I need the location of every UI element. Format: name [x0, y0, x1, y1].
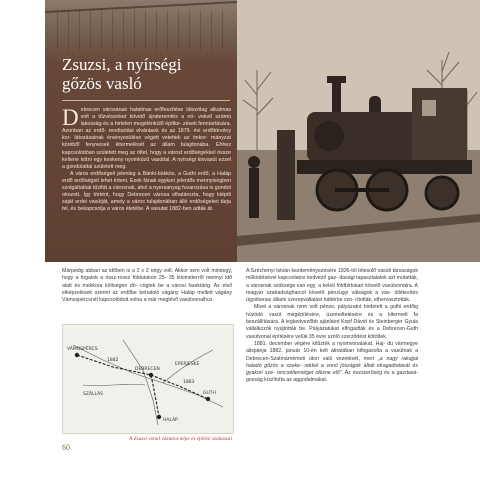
map-caption: A Zsuzsi vonal vázlatos képe és építési szakaszai: [129, 436, 232, 442]
right-paragraph-1: A Széchenyi István kezdeményezésére 1836-tól létesülő vasúti társaságok működésével kapcsolatos kedvező gaz- dasági tapasztalatok azt mutatták, a városnak szüksége van egy, a keleti földbirtokart követő vasútvonalra. A magyar szabadságharcot követő pénzügyi válságok a vas- útlétesítés ügyébenaz állami szerepvállalást háttérbe szo- rították, elhervasztották.: [246, 268, 418, 304]
station-guth: [206, 397, 210, 401]
station-vamospercs: [75, 353, 79, 357]
cab: [412, 88, 467, 168]
station-pillars: [57, 10, 229, 50]
buffer-post: [277, 130, 295, 220]
map-label-eperjeske: EPERJESKE: [175, 362, 200, 367]
people: [248, 156, 260, 218]
left-paragraph: Márpedig abban az időben is a 2 x 2 négy volt. Akkor sem volt mindegy, hogy a fogatok a rissz-rossz földutakon 25- 35 kilométerről mennyi idő alatt és mekkora költségen dö- cögtek be a városi faraktárig. Az első elképzelések szerint az erdőbe behatoló vágány Haláp mellett vágány Vámospércsnél kapcsolódott volna a már meglévő vasútvonalhoz.: [62, 268, 232, 304]
map-label-1882: 1882: [107, 358, 119, 363]
intro-paragraph-1: ebrecen városának hatalmas erőfeszítése látszólag alkalmas volt a tűzvészeket követő újrateremtés a nö- vekvő számú lakosság és a hirtelen megélénkülő építke- zések fenntartására. Azonban az erdő- rendtartási elvárások és az 1879. évi erdőtörvény kor- látozásainak érvényesülése végett vetettek az önkor- mányzat köréből fenyvesek kitermelését az állam tulajdonába. Ehhez kapcsolódóan született meg az ötlet, hogy a várost erdőségekkel össze kellene kötni egy keskeny nyomközű vasúttal. A nyírségi kisvasút ezzel a gondolattal született meg.: [62, 107, 231, 170]
map-labels: [67, 344, 216, 423]
article-title-line-2: gőzös vasló: [62, 74, 142, 93]
wheel-cab: [426, 177, 458, 209]
right-paragraph-3-text: 1881. december végére kitűzték a nyomvonalakat. Haj- dú vármegye alispánja 1882. január 10-én kelt átiratában kifogásolta a vasútnak a Debrecen-Szatmárnémeti úton való vezetését, mert: [246, 340, 418, 362]
railway-map: [62, 324, 234, 434]
station-photo-strip: [45, 0, 237, 60]
map-label-vamospercs: VÁMOSPÉRCS: [67, 347, 98, 352]
map-label-szallas: SZÁLLÁS: [83, 392, 104, 397]
title-divider: [62, 100, 230, 101]
locomotive-photo: [237, 0, 480, 262]
map-label-guth: GUTH: [203, 391, 216, 396]
locomotive-illustration: [237, 0, 480, 262]
right-paragraph-2: Mivel a városnak nem volt pénze, pályázatot hirdetett a guthi erdőig húzódó vasút megépítésére, üzemeltetésére és a kitermelt fa beszállítására. A legkedvezőbb ajánlatot Kopf Dávid és Steinberger Gyula vállalkozók nyújtották be. Pályázatukat elfogadták és a Debrecen-Guth vasútvonal építésére velük 35 évre szóló szerződést kötöttek.: [246, 304, 418, 340]
connecting-rod: [335, 188, 389, 192]
cab-window: [422, 100, 436, 116]
map-lines: [73, 340, 223, 425]
right-paragraph-3-ending: . Az észszerűség és a gazdasá- gosság kíszította az aggodalmakat.: [246, 370, 418, 384]
map-label-debrecen: DEBRECEN: [135, 367, 160, 372]
article-title-line-1: Zsuzsi, a nyírségi: [62, 55, 182, 74]
right-paragraph-3-quote: „a nagy rakajjal haladó gőzös a szeke- rekkel a vonó jószágok általi elragadtatását és gyakori sze- rencsétlenséget idézne elő”: [246, 355, 418, 377]
station-debrecen: [149, 373, 153, 377]
intro-text: [62, 107, 231, 213]
smokebox-door: [314, 121, 344, 151]
map-label-halap: HALÁP: [163, 418, 178, 423]
intro-paragraph-2: A város erdőségeit jelenleg a Bánki-bükkös, a Guthi erdő, a Haláp erdő erdőségeit lehet érteni. Ezek fának egykori jelentős mennyiségben szolgáltattak tűzifát a városnak, ahol a nyersanyag fuvarozása is gondot okozott. Így történt, hogy Debrecen városa elhatározta, hogy kiépíti saját erdei vasútját, amely a város tulajdonában álló erdőségeket tárja fel, és bekapcsolja a város életébe. A vasutat 1882-ben adták át.: [62, 170, 232, 213]
station-halap: [157, 415, 161, 419]
page-number: 60: [62, 443, 70, 452]
left-column: [62, 268, 232, 304]
right-paragraph-3: [246, 341, 418, 385]
right-column: [246, 268, 418, 385]
map-label-1883: 1883: [183, 380, 195, 385]
article-title: [62, 55, 181, 93]
railway-map-drawing: [63, 325, 233, 433]
drop-cap: D: [62, 105, 79, 130]
